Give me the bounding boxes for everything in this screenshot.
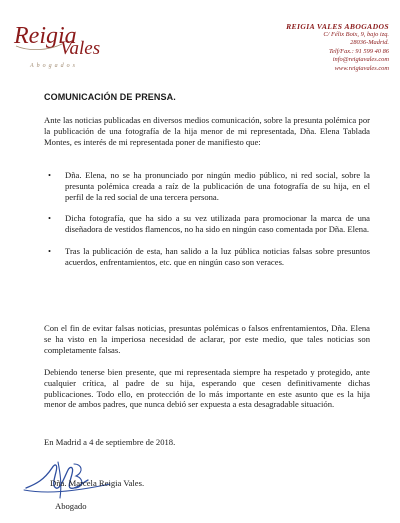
signer-role: Abogado <box>55 501 87 511</box>
bullet-icon: • <box>48 213 52 224</box>
logo-script-mark <box>10 16 120 60</box>
respect-paragraph: Debiendo tenerse bien presente, que mi representada siempre ha respetado y protegido, ante cualquier crítica, al padre de su hija, esperando que cesen definitivamente dichas publicaciones. Todo ello, en protección de lo más importante en este asunto que es la hija menor de ambos padres, que nunca debió ser expuesta a esta desagradable situación. <box>44 367 370 410</box>
signer-name: Dña. Marcela Reigia Vales. <box>50 478 145 488</box>
clarification-paragraph: Con el fin de evitar falsas noticias, presuntas polémicas o falsos enfrentamientos, Dña. Elena se ha visto en la imperiosa necesidad de aclarar, por este medio, que tales noticias son completamente falsas. <box>44 323 370 355</box>
list-item <box>44 246 370 268</box>
statement-list <box>44 170 370 279</box>
date-line: En Madrid a 4 de septiembre de 2018. <box>44 437 176 447</box>
document-heading: COMUNICACIÓN DE PRENSA. <box>44 92 176 102</box>
letterhead-address <box>189 22 389 73</box>
logo-vales-text: Vales <box>60 38 101 59</box>
logo-subtitle: Abogados <box>30 63 78 69</box>
list-item-text: Tras la publicación de esta, han salido a la luz pública noticias falsas sobre presuntos acuerdos, enfrentamientos, etc. que en ningún caso son veraces. <box>65 245 370 267</box>
address-website: www.reigiavales.com <box>334 64 389 72</box>
address-street: C/ Félix Boix, 9, bajo izq. <box>323 31 389 38</box>
bullet-icon: • <box>48 245 52 256</box>
intro-paragraph: Ante las noticias publicadas en diversos medios comunicación, sobre la presunta polémica por la publicación de una fotografía de la hija menor de mi representada, Dña. Elena Tablada Montes, es interés de mi representada poner de manifiesto que: <box>44 115 370 147</box>
bullet-icon: • <box>48 170 52 180</box>
address-email: info@reigiavales.com <box>332 56 389 64</box>
list-item-text: Dicha fotografía, que ha sido a su vez utilizada para promocionar la marca de una diseñadora de vestidos flamencos, no ha sido en ningún caso comentada por Dña. Elena. <box>65 213 370 235</box>
list-item <box>44 213 370 235</box>
address-phone: Telf/Fax.: 91 599 40 86 <box>329 47 389 55</box>
firm-name: REIGIA VALES ABOGADOS <box>286 22 389 31</box>
list-item <box>44 170 370 202</box>
list-item-text: Dña. Elena, no se ha pronunciado por ningún medio público, ni red social, sobre la presunta polémica creada a raíz de la publicación de una fotografía de su hija, en el perfil de la red social de una tercera persona. <box>65 170 370 202</box>
logo-reigia-text: Reigia <box>14 23 77 49</box>
address-city: 28036-Madrid. <box>350 39 389 47</box>
firm-logo <box>10 16 120 74</box>
